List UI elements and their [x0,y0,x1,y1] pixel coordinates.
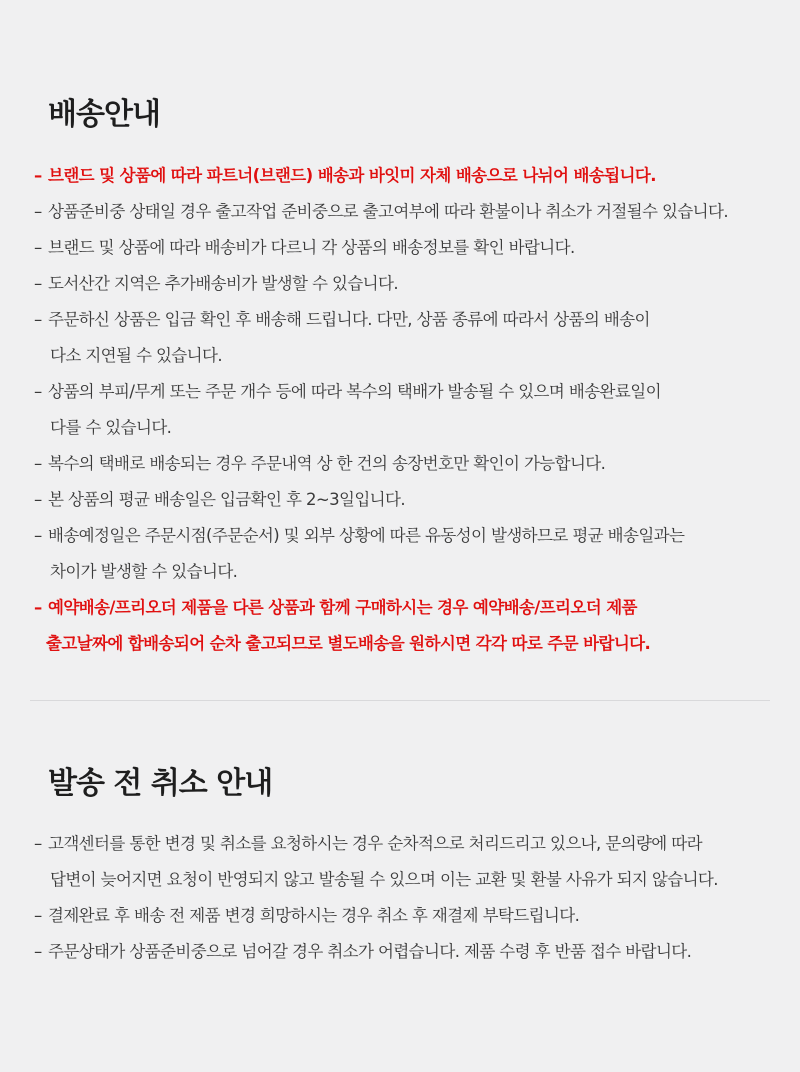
notice-item [34,266,774,302]
notice-text: 브랜드 및 상품에 따라 파트너(브랜드) 배송과 바잇미 자체 배송으로 나뉘어 배송됩니다. [48,166,656,185]
bullet-dash: – [34,202,42,221]
notice-text: 브랜드 및 상품에 따라 배송비가 다르니 각 상품의 배송정보를 확인 바랍니다. [48,238,575,257]
notice-item [34,194,774,230]
notice-item [34,934,774,970]
bullet-dash: – [34,274,42,293]
notice-text: 결제완료 후 배송 전 제품 변경 희망하시는 경우 취소 후 재결제 부탁드립니다. [48,906,580,925]
notice-text: 주문하신 상품은 입금 확인 후 배송해 드립니다. 다만, 상품 종류에 따라서 상품의 배송이 [48,310,650,329]
notice-text-continued: 출고날짜에 합배송되어 순차 출고되므로 별도배송을 원하시면 각각 따로 주문 바랍니다. [46,634,651,653]
bullet-dash: – [34,526,42,545]
notice-text-continued: 차이가 발생할 수 있습니다. [50,562,238,581]
notice-item [34,898,774,934]
cancel-title: 발송 전 취소 안내 [48,766,273,801]
notice-item [34,230,774,266]
notice-item [34,158,774,194]
bullet-dash: – [34,906,42,925]
shipping-notice-list [34,158,774,662]
notice-text-continued: 다를 수 있습니다. [50,418,172,437]
notice-text: 주문상태가 상품준비중으로 넘어갈 경우 취소가 어렵습니다. 제품 수령 후 반품 접수 바랍니다. [48,942,692,961]
notice-item [34,826,774,898]
notice-text-continued: 답변이 늦어지면 요청이 반영되지 않고 발송될 수 있으며 이는 교환 및 환불 사유가 되지 않습니다. [50,870,718,889]
notice-item [34,590,774,662]
notice-text: 도서산간 지역은 추가배송비가 발생할 수 있습니다. [48,274,398,293]
bullet-dash: – [34,238,42,257]
bullet-dash: – [34,382,42,401]
section-divider [30,700,770,701]
notice-item [34,482,774,518]
notice-item [34,374,774,446]
bullet-dash: – [34,454,42,473]
notice-text: 배송예정일은 주문시점(주문순서) 및 외부 상황에 따른 유동성이 발생하므로 평균 배송일과는 [48,526,685,545]
shipping-title: 배송안내 [48,97,160,132]
bullet-dash: – [34,490,42,509]
notice-text: 상품의 부피/무게 또는 주문 개수 등에 따라 복수의 택배가 발송될 수 있으며 배송완료일이 [48,382,661,401]
cancel-notice-list [34,826,774,970]
notice-item [34,302,774,374]
notice-text-continued: 다소 지연될 수 있습니다. [50,346,222,365]
bullet-dash: – [34,834,42,853]
notice-item [34,446,774,482]
notice-text: 예약배송/프리오더 제품을 다른 상품과 함께 구매하시는 경우 예약배송/프리오더 제품 [48,598,637,617]
bullet-dash: – [34,942,42,961]
notice-text: 고객센터를 통한 변경 및 취소를 요청하시는 경우 순차적으로 처리드리고 있으나, 문의량에 따라 [48,834,702,853]
notice-text: 상품준비중 상태일 경우 출고작업 준비중으로 출고여부에 따라 환불이나 취소가 거절될수 있습니다. [48,202,728,221]
notice-item [34,518,774,590]
bullet-dash: – [34,598,42,617]
bullet-dash: – [34,310,42,329]
notice-text: 복수의 택배로 배송되는 경우 주문내역 상 한 건의 송장번호만 확인이 가능합니다. [48,454,606,473]
notice-text: 본 상품의 평균 배송일은 입금확인 후 2~3일입니다. [48,490,405,509]
bullet-dash: – [34,166,42,185]
